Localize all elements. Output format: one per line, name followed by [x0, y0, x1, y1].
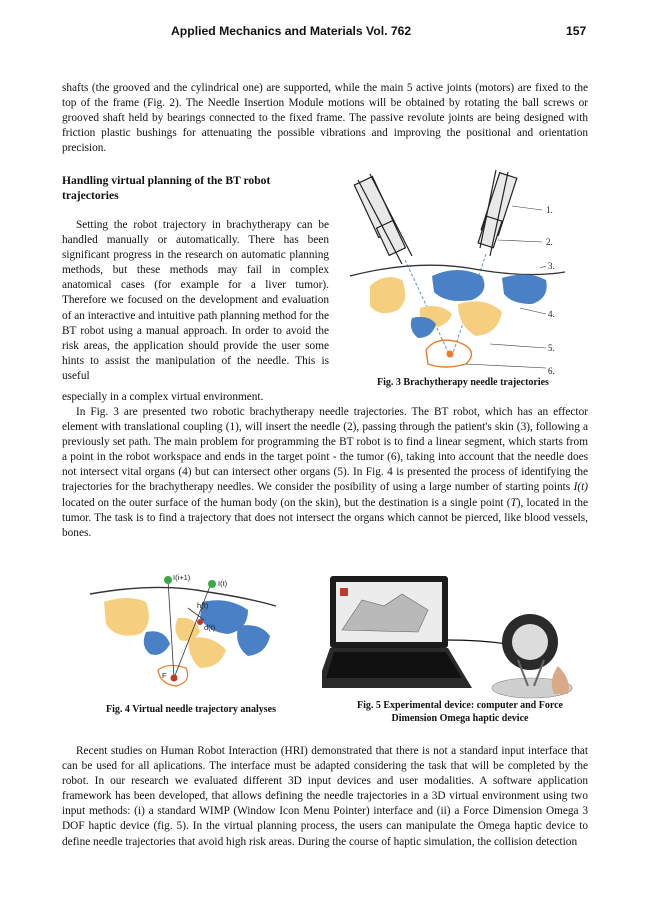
- figure-4-caption: Fig. 4 Virtual needle trajectory analyses: [106, 704, 276, 715]
- fig3-label-4: 4.: [548, 309, 555, 319]
- paragraph-hri: Recent studies on Human Robot Interaction (HRI) demonstrated that there is not a standard input interface that can be used for all aplications. The interface must be adapted considering the task that will be completed by the robot. In our research we evaluated different 3D input devices and user modalities. A software application framework has been developed, that allows defining the needle trajectories in a 3D virtual environment using two input methods: (i) a standard WIMP (Window Icon Menu Pointer) interface and (ii) a Force Dimension Omega 3 DOF haptic device (fig. 5). In the virtual planning process, the users can manipulate the Omega haptic device to define needle trajectories that avoid high risk areas. During the course of haptic simulation, the collision detection: [62, 745, 588, 848]
- fig4-label-i-t: I(t): [218, 579, 228, 588]
- figure-5-image: [322, 570, 578, 702]
- organ-yellow: [188, 637, 226, 668]
- fig4-label-f: F: [162, 671, 167, 680]
- running-header: [0, 24, 650, 40]
- fig3-label-3: 3.: [548, 261, 555, 271]
- organ-blue: [502, 274, 547, 304]
- fig4-label-d-t: d(t): [204, 623, 216, 632]
- organ-blue: [432, 270, 484, 301]
- organ-yellow: [104, 598, 149, 636]
- paragraph-fig3: In Fig. 3 are presented two robotic brachytherapy needle trajectories. The BT robot, which has an effector element with translational coupling (1), will insert the needle (2), passing through the patient's skin (3), following a previously set path. The main problem for programming the BT robot is to find a linear segment, which starts from a point in the robot workspace and ends in the target point - the tumor (6), taking into account that the needle does not intersect vital organs (4) but can intersect other organs (5). In Fig. 4 is presented the process of identifying the trajectories for the brachytherapy needles. We consider the posibility of using a large number of starting points I(t) located on the outer surface of the human body (on the skin), but the destination is a single point (T), located in the tumor. The task is to find a trajectory that does not intersect the organs which cannot be pierced, like blood vessels, bones.: [62, 406, 588, 539]
- fig4-label-h-t: h(t): [197, 601, 209, 610]
- paragraph-column: Setting the robot trajectory in brachytherapy can be handled manually or automatically. There has been significant progress in the research on automatic planning methods, but these methods may fail in complex anatomical cases (for example for a liver tumor). Therefore we focused on the development and evaluation of an interactive and intuitive path planning method for the BT robot using a manual approach. In order to avoid the risk areas, the application should provide the user some hints to assist the manipulation of the needle. This is useful: [62, 219, 329, 382]
- omega-haptic-device: [492, 614, 572, 698]
- trajectory-line: [168, 580, 174, 678]
- figure-5-caption: Fig. 5 Experimental device: computer and Force Dimension Omega haptic device: [357, 700, 563, 724]
- organ-yellow: [370, 277, 405, 313]
- tumor-target: [447, 351, 454, 358]
- start-point-i-t: [208, 580, 216, 588]
- organ-blue: [144, 631, 170, 655]
- fig3-label-2: 2.: [546, 237, 553, 247]
- organ-blue: [237, 625, 270, 656]
- fig3-label-5: 5.: [548, 343, 555, 353]
- section-heading: Handling virtual planning of the BT robot trajectories: [62, 174, 271, 202]
- robot-arm-right: [478, 170, 517, 256]
- paragraph-intro: shafts (the grooved and the cylindrical one) are supported, while the main 5 active joints (motors) are fixed to the top of the frame (Fig. 2). The Needle Insertion Module motions will be obtained by rotating the ball screws or grooved shaft held by bearings connected to the fixed frame. The passive revolute joints are being designed with friction plastic bushings for attenuating the possible vibrations and improving the positional and orientation precision.: [62, 82, 588, 155]
- fig4-label-i-plus-1: I(i+1): [173, 573, 191, 582]
- point-d-t: [197, 619, 203, 625]
- start-point-i-plus-1: [164, 576, 172, 584]
- figure-3-caption: Fig. 3 Brachytherapy needle trajectories: [377, 377, 549, 388]
- fig3-label-6: 6.: [548, 366, 555, 376]
- paragraph-column-last-line: especially in a complex virtual environment.: [62, 391, 264, 403]
- robot-arm-left: [354, 174, 412, 264]
- figure-3-image: [340, 168, 590, 380]
- figure-4-image: [88, 572, 288, 692]
- fig3-label-1: 1.: [546, 205, 553, 215]
- laptop: [322, 576, 472, 688]
- organ-yellow: [458, 301, 502, 336]
- journal-title: Applied Mechanics and Materials Vol. 762: [171, 24, 412, 38]
- target-point: [171, 675, 178, 682]
- page-number: 157: [566, 24, 587, 38]
